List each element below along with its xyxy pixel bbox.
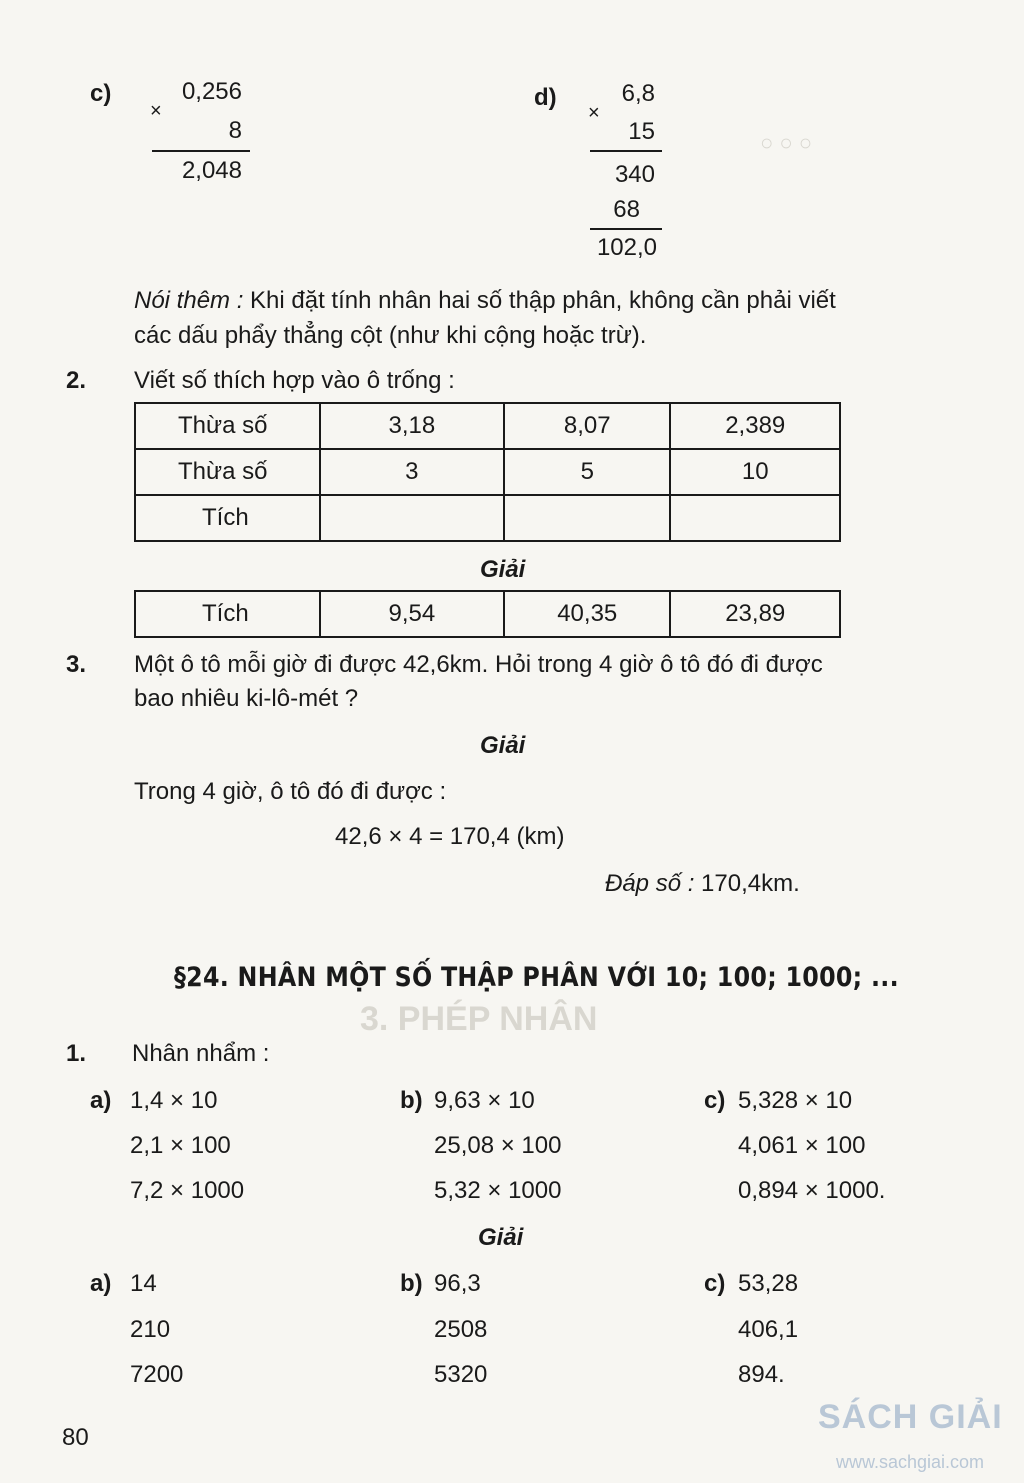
partial-product-2: 68 [613, 196, 640, 223]
product: 2,048 [181, 157, 242, 184]
multiplier: 15 [628, 118, 655, 145]
item-label: c) [704, 1270, 726, 1297]
table-cell [670, 495, 840, 541]
answer-item: 7200 [130, 1361, 184, 1388]
partial-product-1: 340 [614, 161, 655, 188]
solution-sentence: Trong 4 giờ, ô tô đó đi được : [134, 778, 447, 805]
result-line [152, 150, 250, 152]
table-cell: 3,18 [320, 403, 504, 449]
exercise-prompt: Viết số thích hợp vào ô trống : [134, 367, 455, 394]
item-label: c) [90, 80, 112, 107]
exercise-prompt: Nhân nhẩm : [132, 1040, 270, 1067]
result-line [590, 228, 662, 230]
table-cell: Thừa số [135, 403, 320, 449]
item-label: d) [534, 84, 557, 111]
section-title: §24. NHÂN MỘT SỐ THẬP PHÂN VỚI 10; 100; 1000; ... [174, 962, 899, 993]
answer-item: 894. [738, 1361, 785, 1388]
table-cell: 23,89 [670, 591, 840, 637]
answer-value: 170,4km. [694, 870, 800, 897]
answer-item: 406,1 [738, 1316, 799, 1343]
multiplicand: 0,256 [181, 78, 242, 105]
final-answer [605, 870, 800, 898]
note-lead: Nói thêm : [134, 287, 244, 314]
solution-label: Giải [478, 1224, 524, 1251]
problem-item: 5,32 × 1000 [434, 1177, 562, 1204]
table-cell [320, 495, 504, 541]
solution-label: Giải [480, 556, 526, 583]
answer-item: 96,3 [434, 1270, 481, 1297]
table-cell: 3 [320, 449, 504, 495]
answer-item: 14 [130, 1270, 157, 1297]
problem-item: 7,2 × 1000 [130, 1177, 245, 1204]
solution-calculation: 42,6 × 4 = 170,4 (km) [335, 823, 565, 850]
watermark-brand: SÁCH GIẢI [818, 1398, 1003, 1436]
watermark-url: www.sachgiai.com [836, 1452, 985, 1472]
table-cell: 8,07 [504, 403, 670, 449]
table-cell: 40,35 [504, 591, 670, 637]
problem-item: 9,63 × 10 [434, 1087, 535, 1114]
table-row [135, 403, 840, 449]
note-line-1 [134, 287, 836, 315]
table-cell: Tích [135, 591, 320, 637]
answer-item: 2508 [434, 1316, 488, 1343]
item-label: c) [704, 1087, 726, 1114]
problem-item: 2,1 × 100 [130, 1132, 231, 1159]
note-line-2: các dấu phẩy thẳng cột (như khi cộng hoặc trừ). [134, 322, 647, 349]
problem-item: 5,328 × 10 [738, 1087, 853, 1114]
item-label: b) [400, 1270, 423, 1297]
answer-item: 5320 [434, 1361, 488, 1388]
multiplicand: 6,8 [621, 80, 655, 107]
answer-label: Đáp số : [605, 870, 695, 897]
note-text: Khi đặt tính nhân hai số thập phân, không cần phải viết [243, 287, 836, 314]
problem-item: 1,4 × 10 [130, 1087, 218, 1114]
item-label: a) [90, 1087, 112, 1114]
table-row [135, 591, 840, 637]
table-cell [504, 495, 670, 541]
table-cell: 9,54 [320, 591, 504, 637]
problem-item: 25,08 × 100 [434, 1132, 562, 1159]
partial-line [590, 150, 662, 152]
answer-item: 210 [130, 1316, 171, 1343]
table-cell: 2,389 [670, 403, 840, 449]
table-row [135, 449, 840, 495]
table-cell: Thừa số [135, 449, 320, 495]
answer-table [134, 590, 841, 638]
table-cell: Tích [135, 495, 320, 541]
exercise-number: 1. [66, 1040, 87, 1067]
item-label: a) [90, 1270, 112, 1297]
times-sign: × [588, 102, 600, 124]
exercise-text-line-1: Một ô tô mỗi giờ đi được 42,6km. Hỏi trong 4 giờ ô tô đó đi được [134, 651, 823, 678]
table-cell: 10 [670, 449, 840, 495]
exercise-table [134, 402, 841, 542]
page-number: 80 [62, 1424, 89, 1451]
exercise-number: 2. [66, 367, 87, 394]
exercise-number: 3. [66, 651, 87, 678]
exercise-text-line-2: bao nhiêu ki-lô-mét ? [134, 685, 359, 712]
product: 102,0 [596, 234, 657, 261]
problem-item: 4,061 × 100 [738, 1132, 866, 1159]
solution-label: Giải [480, 732, 526, 759]
times-sign: × [150, 100, 162, 122]
table-cell: 5 [504, 449, 670, 495]
problem-item: 0,894 × 1000. [738, 1177, 886, 1204]
multiplier: 8 [228, 117, 242, 144]
item-label: b) [400, 1087, 423, 1114]
table-row [135, 495, 840, 541]
answer-item: 53,28 [738, 1270, 799, 1297]
